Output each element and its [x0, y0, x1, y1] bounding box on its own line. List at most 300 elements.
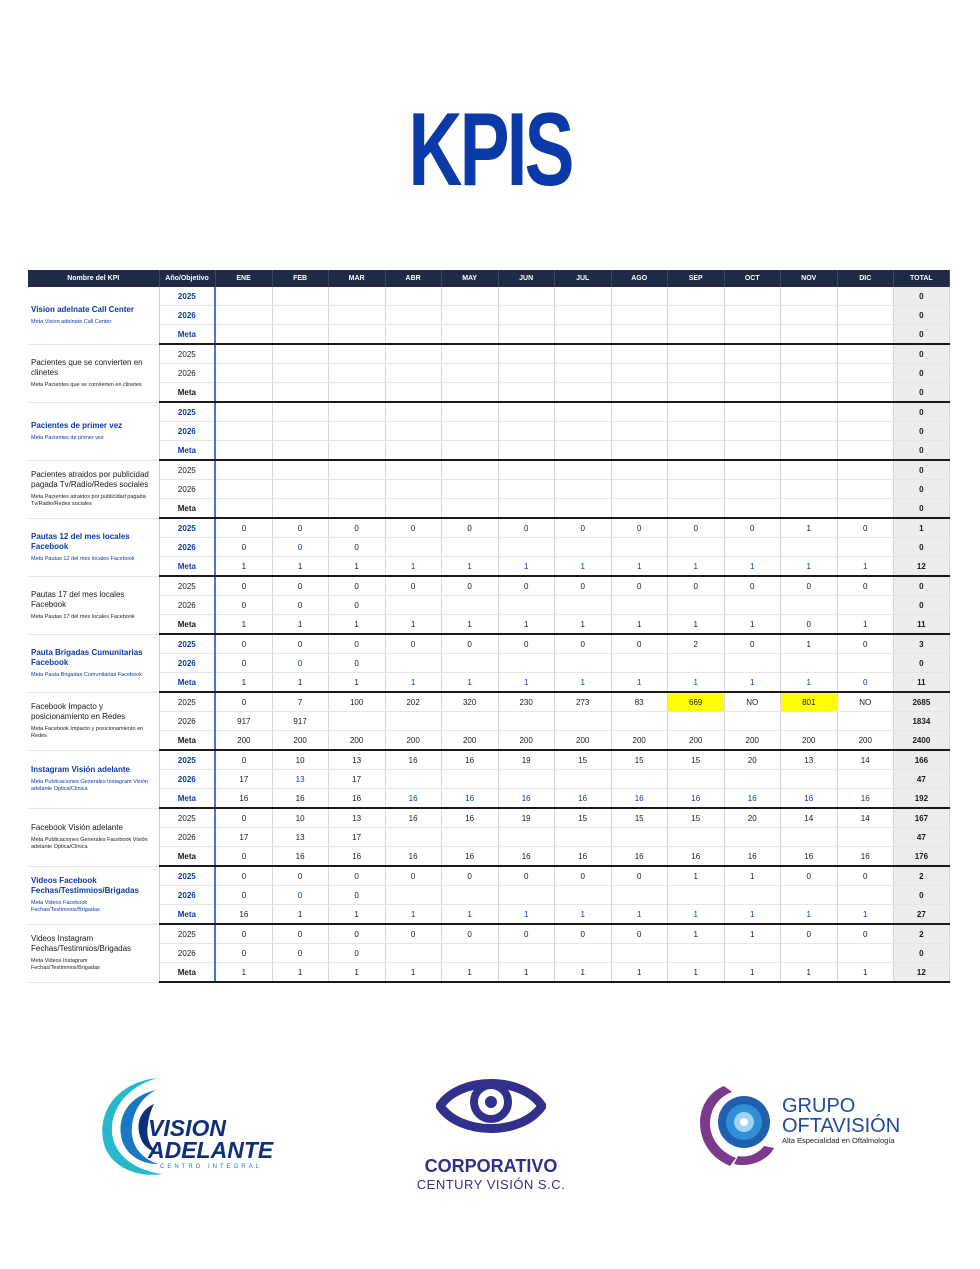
month-value-cell: 13	[780, 750, 837, 770]
month-value-cell: 19	[498, 750, 554, 770]
total-cell: 0	[893, 596, 949, 615]
month-value-cell: 0	[272, 518, 328, 538]
month-value-cell	[215, 344, 272, 364]
month-value-cell: 16	[385, 750, 441, 770]
month-value-cell	[498, 712, 554, 731]
month-value-cell: 1	[780, 905, 837, 925]
month-value-cell: 0	[611, 634, 667, 654]
month-value-cell	[667, 538, 724, 557]
month-value-cell: 0	[328, 654, 385, 673]
year-objective-cell: 2026	[159, 422, 215, 441]
year-objective-cell: Meta	[159, 673, 215, 693]
month-value-cell	[385, 383, 441, 403]
table-row	[28, 480, 950, 499]
month-value-cell: 230	[498, 692, 554, 712]
year-objective-cell: 2026	[159, 944, 215, 963]
year-objective-cell: Meta	[159, 441, 215, 461]
month-value-cell: 0	[498, 576, 554, 596]
year-objective-cell: 2026	[159, 770, 215, 789]
month-value-cell: 1	[498, 615, 554, 635]
month-value-cell	[554, 480, 611, 499]
table-row	[28, 576, 950, 596]
month-value-cell	[724, 441, 780, 461]
month-value-cell: 0	[554, 924, 611, 944]
kpi-name-cell	[28, 692, 159, 750]
month-value-cell: 1	[667, 866, 724, 886]
month-value-cell: 1	[724, 905, 780, 925]
month-value-cell: 16	[385, 789, 441, 809]
month-value-cell: 200	[837, 731, 893, 751]
month-value-cell: 0	[837, 673, 893, 693]
total-cell: 2400	[893, 731, 949, 751]
month-value-cell	[385, 325, 441, 345]
month-value-cell	[780, 712, 837, 731]
month-value-cell: 1	[667, 673, 724, 693]
month-value-cell	[554, 422, 611, 441]
month-value-cell: 1	[780, 634, 837, 654]
corporativo-logo	[406, 1070, 576, 1200]
year-objective-cell: Meta	[159, 499, 215, 519]
month-value-cell	[554, 364, 611, 383]
month-value-cell: 0	[837, 634, 893, 654]
month-value-cell	[385, 480, 441, 499]
month-value-cell	[611, 383, 667, 403]
column-header: JUN	[498, 270, 554, 287]
kpi-table	[28, 270, 950, 983]
month-value-cell	[724, 499, 780, 519]
month-value-cell: 16	[385, 808, 441, 828]
month-value-cell: 1	[724, 924, 780, 944]
month-value-cell: 16	[328, 789, 385, 809]
month-value-cell: 0	[780, 866, 837, 886]
month-value-cell	[667, 306, 724, 325]
kpi-meta-label: Meta Pacientes de primer vez	[31, 434, 104, 441]
month-value-cell: 1	[667, 615, 724, 635]
month-value-cell	[328, 287, 385, 306]
month-value-cell: 16	[441, 750, 498, 770]
month-value-cell	[498, 422, 554, 441]
month-value-cell: 1	[215, 673, 272, 693]
month-value-cell	[272, 460, 328, 480]
month-value-cell	[328, 402, 385, 422]
month-value-cell: 0	[441, 866, 498, 886]
kpi-meta-label: Meta Publicaciones Generales Instagram Visión adelante Optica/Clinica	[31, 779, 148, 792]
month-value-cell: 19	[498, 808, 554, 828]
month-value-cell: 1	[328, 615, 385, 635]
total-cell: 0	[893, 383, 949, 403]
month-value-cell	[554, 828, 611, 847]
kpi-name: Vision adelnate Call Center	[31, 304, 134, 314]
month-value-cell	[441, 306, 498, 325]
month-value-cell	[611, 344, 667, 364]
month-value-cell	[441, 480, 498, 499]
table-row	[28, 750, 950, 770]
month-value-cell: 16	[272, 789, 328, 809]
month-value-cell	[837, 828, 893, 847]
month-value-cell	[780, 383, 837, 403]
month-value-cell	[441, 499, 498, 519]
month-value-cell: 200	[780, 731, 837, 751]
month-value-cell	[667, 654, 724, 673]
month-value-cell	[611, 712, 667, 731]
month-value-cell: 200	[215, 731, 272, 751]
month-value-cell	[780, 828, 837, 847]
month-value-cell	[215, 422, 272, 441]
month-value-cell: 1	[498, 905, 554, 925]
month-value-cell	[780, 460, 837, 480]
kpi-name: Facebook Impacto y posicionamiento en Redes	[31, 702, 126, 722]
month-value-cell	[724, 596, 780, 615]
month-value-cell	[272, 344, 328, 364]
month-value-cell: 1	[215, 963, 272, 983]
month-value-cell	[554, 538, 611, 557]
column-header: TOTAL	[893, 270, 949, 287]
month-value-cell: 1	[554, 557, 611, 577]
column-header: Año/Objetivo	[159, 270, 215, 287]
year-objective-cell: 2025	[159, 518, 215, 538]
month-value-cell: 14	[780, 808, 837, 828]
month-value-cell	[328, 422, 385, 441]
month-value-cell: 100	[328, 692, 385, 712]
year-objective-cell: Meta	[159, 789, 215, 809]
month-value-cell	[837, 480, 893, 499]
month-value-cell	[385, 886, 441, 905]
month-value-cell: 16	[498, 847, 554, 867]
table-row	[28, 634, 950, 654]
column-header: ENE	[215, 270, 272, 287]
month-value-cell: 0	[498, 634, 554, 654]
month-value-cell	[498, 364, 554, 383]
month-value-cell	[385, 441, 441, 461]
month-value-cell: 10	[272, 808, 328, 828]
month-value-cell: 0	[272, 538, 328, 557]
month-value-cell	[328, 480, 385, 499]
year-objective-cell: 2025	[159, 402, 215, 422]
kpi-name: Pautas 12 del mes locales Facebook	[31, 531, 130, 551]
total-cell: 11	[893, 615, 949, 635]
month-value-cell	[667, 364, 724, 383]
total-cell: 192	[893, 789, 949, 809]
month-value-cell: 1	[611, 557, 667, 577]
month-value-cell: 16	[272, 847, 328, 867]
kpi-name-cell	[28, 402, 159, 460]
month-value-cell: 1	[385, 557, 441, 577]
month-value-cell: 0	[272, 654, 328, 673]
table-body	[28, 287, 950, 982]
month-value-cell: 0	[328, 596, 385, 615]
month-value-cell	[611, 654, 667, 673]
month-value-cell: 15	[667, 750, 724, 770]
month-value-cell	[611, 422, 667, 441]
month-value-cell	[780, 306, 837, 325]
month-value-cell: 1	[611, 905, 667, 925]
month-value-cell: 15	[667, 808, 724, 828]
month-value-cell: 16	[611, 789, 667, 809]
month-value-cell	[837, 364, 893, 383]
year-objective-cell: 2026	[159, 306, 215, 325]
month-value-cell	[498, 886, 554, 905]
month-value-cell: 16	[498, 789, 554, 809]
month-value-cell	[498, 499, 554, 519]
year-objective-cell: 2025	[159, 287, 215, 306]
month-value-cell	[441, 712, 498, 731]
month-value-cell	[724, 886, 780, 905]
month-value-cell: 200	[611, 731, 667, 751]
month-value-cell	[328, 499, 385, 519]
total-cell: 12	[893, 557, 949, 577]
month-value-cell: 1	[724, 615, 780, 635]
month-value-cell	[611, 828, 667, 847]
month-value-cell	[724, 402, 780, 422]
month-value-cell: 0	[215, 808, 272, 828]
month-value-cell: 0	[385, 866, 441, 886]
kpi-name-cell	[28, 924, 159, 982]
month-value-cell	[837, 422, 893, 441]
month-value-cell: 1	[667, 557, 724, 577]
month-value-cell	[215, 383, 272, 403]
table-row	[28, 944, 950, 963]
kpi-name: Instagram Visión adelante	[31, 765, 130, 775]
year-objective-cell: Meta	[159, 383, 215, 403]
month-value-cell	[667, 712, 724, 731]
month-value-cell	[441, 287, 498, 306]
table-row	[28, 789, 950, 809]
total-cell: 0	[893, 287, 949, 306]
month-value-cell: 0	[215, 866, 272, 886]
month-value-cell: 1	[385, 615, 441, 635]
month-value-cell	[780, 287, 837, 306]
month-value-cell	[215, 441, 272, 461]
month-value-cell: 1	[667, 924, 724, 944]
month-value-cell	[667, 596, 724, 615]
oftavision-sub: Alta Especialidad en Oftalmología	[782, 1136, 895, 1145]
month-value-cell: 1	[385, 905, 441, 925]
total-cell: 0	[893, 944, 949, 963]
month-value-cell	[441, 828, 498, 847]
month-value-cell: 0	[780, 924, 837, 944]
month-value-cell	[498, 402, 554, 422]
month-value-cell	[385, 344, 441, 364]
month-value-cell: 0	[215, 692, 272, 712]
month-value-cell	[724, 344, 780, 364]
month-value-cell	[554, 325, 611, 345]
month-value-cell: 0	[215, 538, 272, 557]
month-value-cell	[611, 460, 667, 480]
month-value-cell: 0	[272, 634, 328, 654]
month-value-cell: 13	[328, 808, 385, 828]
month-value-cell: 0	[441, 518, 498, 538]
month-value-cell	[272, 325, 328, 345]
month-value-cell	[780, 538, 837, 557]
table-row	[28, 402, 950, 422]
month-value-cell	[498, 287, 554, 306]
month-value-cell: 16	[215, 789, 272, 809]
month-value-cell: 0	[215, 944, 272, 963]
month-value-cell: 0	[554, 518, 611, 538]
oftavision-logo	[694, 1080, 924, 1180]
month-value-cell	[724, 460, 780, 480]
month-value-cell: 0	[385, 924, 441, 944]
month-value-cell	[611, 886, 667, 905]
year-objective-cell: 2026	[159, 654, 215, 673]
month-value-cell	[724, 364, 780, 383]
month-value-cell: 1	[272, 615, 328, 635]
month-value-cell: 0	[215, 596, 272, 615]
total-cell: 0	[893, 402, 949, 422]
total-cell: 11	[893, 673, 949, 693]
month-value-cell	[385, 306, 441, 325]
kpi-name-cell	[28, 808, 159, 866]
total-cell: 166	[893, 750, 949, 770]
table-row	[28, 615, 950, 635]
month-value-cell	[837, 596, 893, 615]
month-value-cell	[724, 480, 780, 499]
month-value-cell	[667, 422, 724, 441]
month-value-cell: 17	[328, 770, 385, 789]
kpi-name-cell	[28, 344, 159, 402]
month-value-cell	[441, 886, 498, 905]
year-objective-cell: Meta	[159, 557, 215, 577]
month-value-cell	[780, 422, 837, 441]
month-value-cell	[385, 402, 441, 422]
table-row	[28, 287, 950, 306]
month-value-cell: 0	[272, 924, 328, 944]
month-value-cell	[272, 364, 328, 383]
month-value-cell: 17	[215, 828, 272, 847]
month-value-cell	[215, 499, 272, 519]
total-cell: 47	[893, 770, 949, 789]
column-header: AGO	[611, 270, 667, 287]
month-value-cell	[441, 383, 498, 403]
month-value-cell: 1	[554, 905, 611, 925]
month-value-cell	[328, 460, 385, 480]
table-row	[28, 886, 950, 905]
month-value-cell	[328, 344, 385, 364]
kpi-meta-label: Meta Publicaciones Generales Facebook Visión adelante Optica/Clinica	[31, 837, 148, 850]
month-value-cell: 16	[441, 808, 498, 828]
column-header: MAR	[328, 270, 385, 287]
kpi-meta-label: Meta Facebook Impacto y posicionamiento en Redes	[31, 726, 144, 739]
month-value-cell: 1	[611, 615, 667, 635]
month-value-cell	[780, 402, 837, 422]
total-cell: 0	[893, 306, 949, 325]
month-value-cell: 16	[441, 789, 498, 809]
year-objective-cell: 2026	[159, 364, 215, 383]
month-value-cell: 0	[215, 924, 272, 944]
month-value-cell: 15	[554, 750, 611, 770]
month-value-cell	[385, 460, 441, 480]
oftavision-line2: OFTAVISIÓN	[782, 1115, 901, 1137]
month-value-cell: 1	[780, 673, 837, 693]
year-objective-cell: Meta	[159, 731, 215, 751]
month-value-cell	[837, 441, 893, 461]
month-value-cell: 0	[385, 576, 441, 596]
month-value-cell: 917	[272, 712, 328, 731]
month-value-cell: 0	[837, 518, 893, 538]
table-row	[28, 538, 950, 557]
month-value-cell	[611, 287, 667, 306]
column-header: MAY	[441, 270, 498, 287]
month-value-cell	[667, 944, 724, 963]
column-header: SEP	[667, 270, 724, 287]
month-value-cell: 16	[667, 847, 724, 867]
month-value-cell	[554, 460, 611, 480]
month-value-cell: 320	[441, 692, 498, 712]
month-value-cell	[837, 383, 893, 403]
month-value-cell	[498, 944, 554, 963]
month-value-cell: 0	[272, 576, 328, 596]
column-header: Nombre del KPI	[28, 270, 159, 287]
year-objective-cell: 2025	[159, 808, 215, 828]
month-value-cell	[385, 654, 441, 673]
month-value-cell: 16	[837, 789, 893, 809]
month-value-cell	[498, 596, 554, 615]
month-value-cell: 0	[554, 866, 611, 886]
month-value-cell: 1	[272, 963, 328, 983]
month-value-cell	[441, 325, 498, 345]
month-value-cell	[554, 441, 611, 461]
month-value-cell	[554, 596, 611, 615]
kpi-name: Facebook Visión adelante	[31, 823, 123, 833]
month-value-cell: 16	[667, 789, 724, 809]
month-value-cell: 16	[441, 847, 498, 867]
month-value-cell: 200	[498, 731, 554, 751]
month-value-cell: 7	[272, 692, 328, 712]
vision-adelante-line2: ADELANTE	[148, 1136, 274, 1163]
month-value-cell: 0	[328, 866, 385, 886]
year-objective-cell: Meta	[159, 905, 215, 925]
month-value-cell	[272, 287, 328, 306]
year-objective-cell: 2026	[159, 712, 215, 731]
table-header-row	[28, 270, 950, 287]
month-value-cell: 13	[328, 750, 385, 770]
month-value-cell	[837, 325, 893, 345]
month-value-cell	[328, 712, 385, 731]
month-value-cell: 1	[385, 673, 441, 693]
month-value-cell: 1	[441, 905, 498, 925]
month-value-cell: 1	[441, 673, 498, 693]
month-value-cell: 1	[667, 905, 724, 925]
total-cell: 12	[893, 963, 949, 983]
month-value-cell	[498, 383, 554, 403]
month-value-cell	[667, 325, 724, 345]
year-objective-cell: Meta	[159, 963, 215, 983]
month-value-cell	[215, 402, 272, 422]
month-value-cell	[724, 287, 780, 306]
month-value-cell: 0	[385, 518, 441, 538]
month-value-cell	[724, 325, 780, 345]
year-objective-cell: Meta	[159, 847, 215, 867]
month-value-cell: 200	[554, 731, 611, 751]
total-cell: 0	[893, 576, 949, 596]
eye-icon	[436, 1070, 546, 1142]
month-value-cell: 0	[215, 886, 272, 905]
total-cell: 1834	[893, 712, 949, 731]
kpi-name: Pacientes que se convierten en clinetes	[31, 357, 143, 377]
month-value-cell: 0	[611, 576, 667, 596]
month-value-cell: 1	[385, 963, 441, 983]
table-row	[28, 828, 950, 847]
month-value-cell: 1	[215, 615, 272, 635]
month-value-cell: 1	[780, 963, 837, 983]
month-value-cell: 16	[554, 789, 611, 809]
month-value-cell: 0	[780, 576, 837, 596]
logo-footer	[0, 1060, 980, 1200]
month-value-cell: 1	[272, 557, 328, 577]
month-value-cell: 0	[441, 634, 498, 654]
month-value-cell	[724, 944, 780, 963]
month-value-cell: 1	[724, 866, 780, 886]
